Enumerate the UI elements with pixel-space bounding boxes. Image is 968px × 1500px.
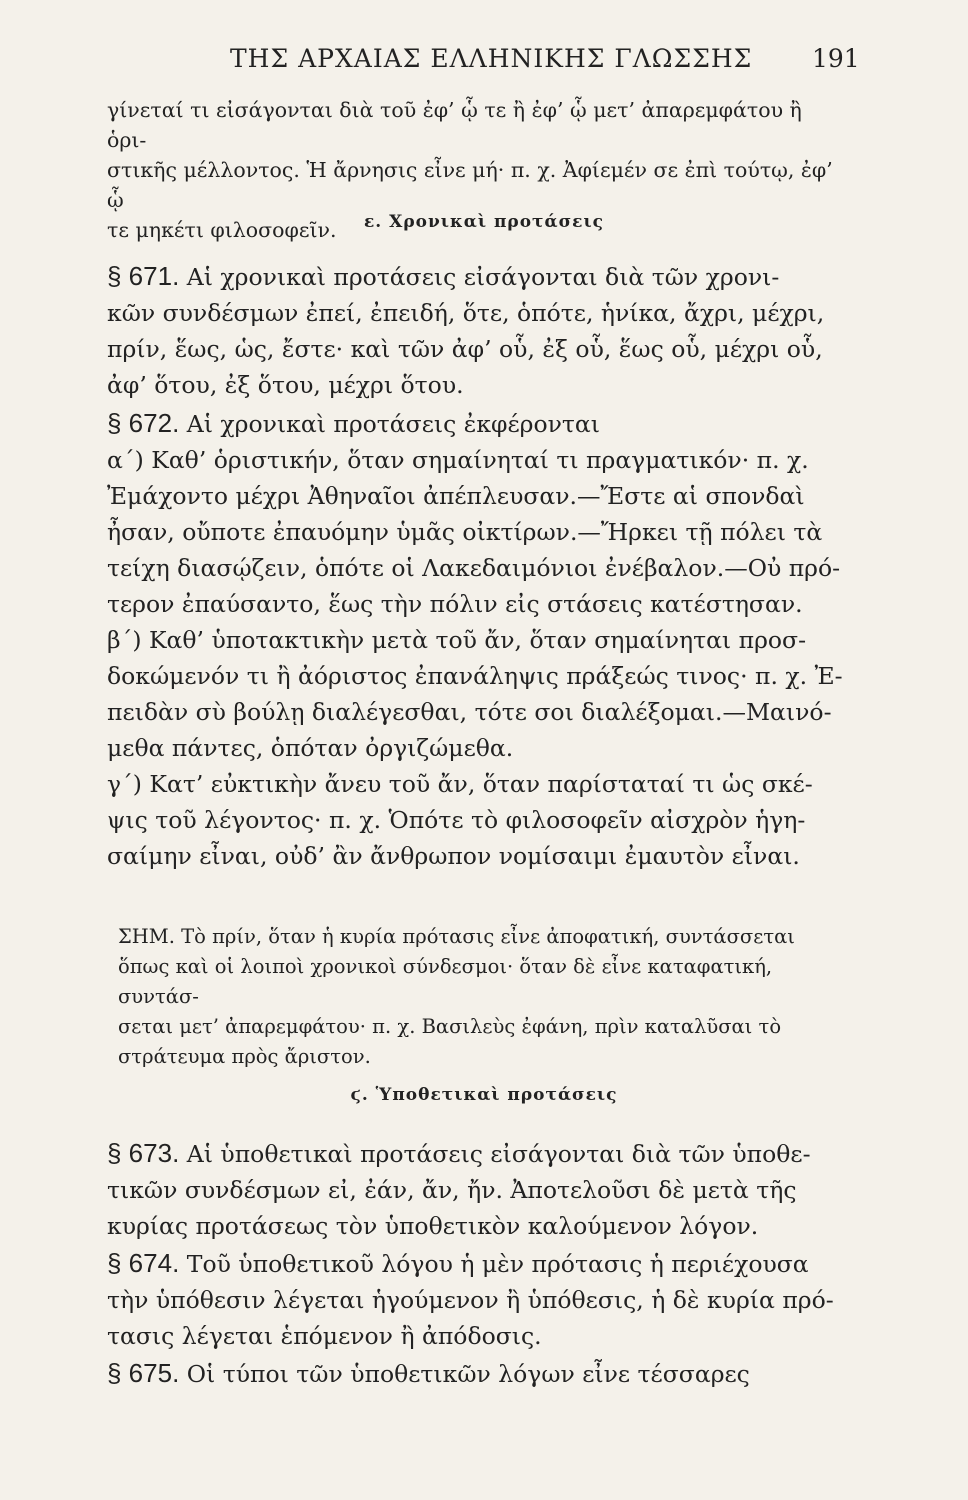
text-line: κυρίας προτάσεως τὸν ὑποθετικὸν καλούμενον λόγον. [107,1212,759,1240]
text-line: σεται μετ’ ἀπαρεμφάτου· π. χ. Βασιλεὺς ἐφάνη, πρὶν καταλῦσαι τὸ [118,1015,782,1038]
text-line: σαίμην εἶναι, οὐδ’ ἂν ἄνθρωπον νομίσαιμι ἐμαυτὸν εἶναι. [107,842,800,870]
text-line: Αἱ χρονικαὶ προτάσεις εἰσάγονται διὰ τῶν χρονι- [186,263,780,291]
section-heading-temporal: ε. Χρονικαὶ προτάσεις [363,212,605,232]
text-line: τε μηκέτι φιλοσοφεῖν. [107,218,337,242]
text-line: Οἱ τύποι τῶν ὑποθετικῶν λόγων εἶνε τέσσαρες [186,1360,750,1388]
text-line: Αἱ ὑποθετικαὶ προτάσεις εἰσάγονται διὰ τῶν ὑποθε- [186,1140,811,1168]
section-number: § 671. [107,261,180,291]
paragraph-671 [107,258,851,403]
paragraph-674 [107,1245,851,1354]
section-number: § 675. [107,1358,180,1388]
paragraph-672 [107,405,851,874]
text-line: πρίν, ἕως, ὡς, ἔστε· καὶ τῶν ἀφ’ οὗ, ἐξ οὗ, ἕως οὗ, μέχρι οὗ, [107,335,823,363]
text-line: στράτευμα πρὸς ἄριστον. [118,1045,371,1068]
page-header [0,40,968,80]
text-line: ἦσαν, οὔποτε ἐπαυόμην ὑμᾶς οἰκτίρων.—Ἤρκει τῇ πόλει τὰ [107,518,823,546]
text-line: Ἐμάχοντο μέχρι Ἀθηναῖοι ἀπέπλευσαν.—Ἔστε αἱ σπονδαὶ [107,482,805,510]
text-line: τασις λέγεται ἑπόμενον ἢ ἀπόδοσις. [107,1322,542,1350]
section-number: § 672. [107,408,180,438]
text-line: β΄) Καθ’ ὑποτακτικὴν μετὰ τοῦ ἄν, ὅταν σημαίνηται προσ- [107,626,807,654]
text-line: γίνεταί τι εἰσάγονται διὰ τοῦ ἐφ’ ᾧ τε ἢ ἐφ’ ᾧ μετ’ ἀπαρεμφάτου ἢ ὁρι- [107,98,802,152]
text-line: Τοῦ ὑποθετικοῦ λόγου ἡ μὲν πρότασις ἡ περιέχουσα [186,1250,809,1278]
text-line: τὴν ὑπόθεσιν λέγεται ἡγούμενον ἢ ὑπόθεσις, ἡ δὲ κυρία πρό- [107,1286,834,1314]
text-line: κῶν συνδέσμων ἐπεί, ἐπειδή, ὅτε, ὁπότε, ἡνίκα, ἄχρι, μέχρι, [107,299,825,327]
text-line: α΄) Καθ’ ὁριστικήν, ὅταν σημαίνηταί τι πραγματικόν· π. χ. [107,446,809,474]
section-number: § 674. [107,1248,180,1278]
text-line: τείχη διασῴζειν, ὁπότε οἱ Λακεδαιμόνιοι ἐνέβαλον.—Οὐ πρό- [107,554,841,582]
text-line: τικῶν συνδέσμων εἰ, ἐάν, ἄν, ἤν. Ἀποτελοῦσι δὲ μετὰ τῆς [107,1176,797,1204]
text-line: τερον ἐπαύσαντο, ἕως τὴν πόλιν εἰς στάσεις κατέστησαν. [107,590,803,618]
text-line: στικῆς μέλλοντος. Ἡ ἄρνησις εἶνε μή· π. χ. Ἀφίεμέν σε ἐπὶ τούτῳ, ἐφ’ ᾧ [107,158,833,212]
text-line: γ΄) Κατ’ εὐκτικὴν ἄνευ τοῦ ἄν, ὅταν παρίσταταί τι ὡς σκέ- [107,770,813,798]
section-heading-conditional: ϛ. Ὑποθετικαὶ προτάσεις [350,1085,618,1105]
text-line: Αἱ χρονικαὶ προτάσεις ἐκφέρονται [186,410,600,438]
running-title: ΤΗΣ ΑΡΧΑΙΑΣ ΕΛΛΗΝΙΚΗΣ ΓΛΩΣΣΗΣ [230,44,753,73]
section-number: § 673. [107,1138,180,1168]
text-line: ἀφ’ ὅτου, ἐξ ὅτου, μέχρι ὅτου. [107,371,464,399]
text-line: πειδὰν σὺ βούλῃ διαλέγεσθαι, τότε σοι διαλέξομαι.—Μαινό- [107,698,832,726]
text-line: ὅπως καὶ οἱ λοιποὶ χρονικοὶ σύνδεσμοι· ὅταν δὲ εἶνε καταφατική, συντάσ- [118,955,773,1008]
text-line: ψις τοῦ λέγοντος· π. χ. Ὁπότε τὸ φιλοσοφεῖν αἰσχρὸν ἡγη- [107,806,806,834]
paragraph-675 [107,1355,851,1392]
text-line: δοκώμενόν τι ἢ ἀόριστος ἐπανάληψις πράξεώς τινος· π. χ. Ἐ- [107,662,843,690]
paragraph-673 [107,1135,851,1244]
text-line: ΣΗΜ. Τὸ πρίν, ὅταν ἡ κυρία πρότασις εἶνε ἀποφατική, συντάσσεται [118,925,795,948]
text-line: μεθα πάντες, ὁπόταν ὀργιζώμεθα. [107,734,514,762]
remark-note [118,922,848,1072]
page-number: 191 [812,44,860,73]
